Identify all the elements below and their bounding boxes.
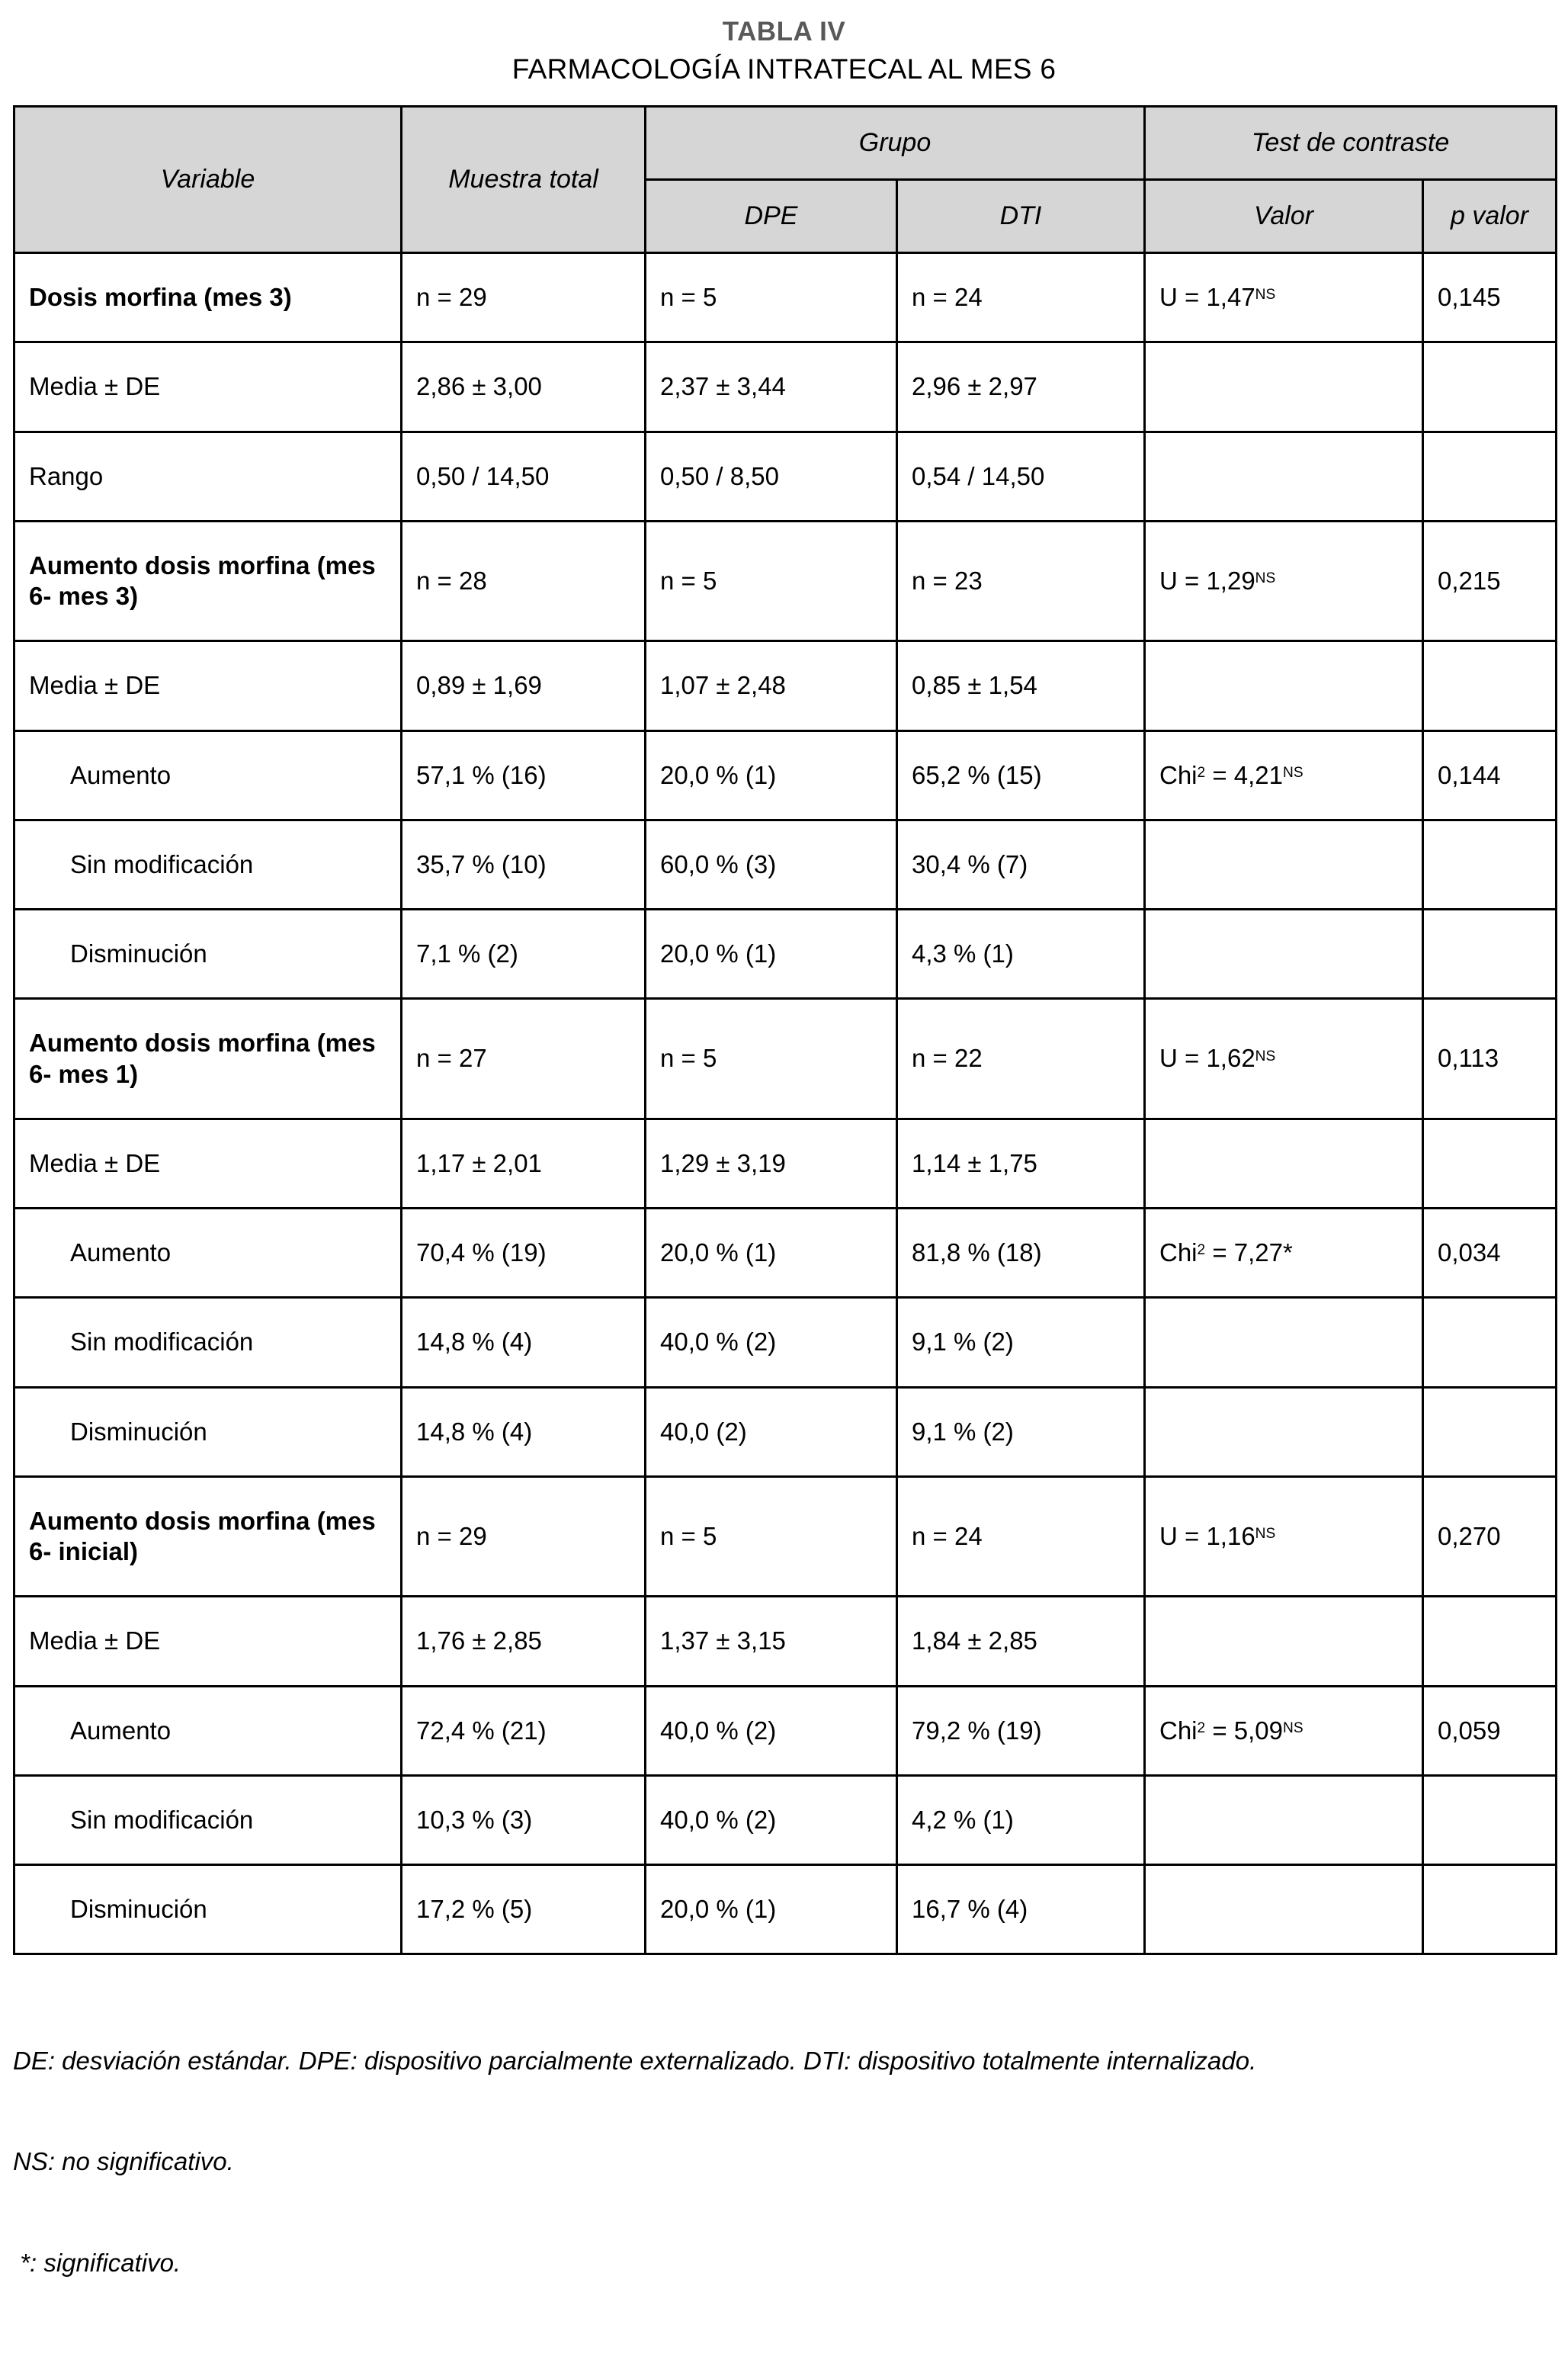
header-dti: DTI bbox=[897, 180, 1145, 253]
row-label: Aumento dosis morfina (mes 6- inicial) bbox=[14, 1476, 402, 1597]
table-row bbox=[14, 1387, 1557, 1476]
dpe-cell: 40,0 (2) bbox=[646, 1387, 897, 1476]
muestra-cell: 7,1 % (2) bbox=[402, 910, 646, 999]
dti-cell: 1,14 ± 1,75 bbox=[897, 1119, 1145, 1208]
muestra-cell: n = 28 bbox=[402, 521, 646, 641]
row-label: Disminución bbox=[14, 1865, 402, 1954]
table-row bbox=[14, 1209, 1557, 1298]
valor-cell: Chi$^2$ = 7,27* bbox=[1145, 1209, 1423, 1298]
header-muestra-total: Muestra total bbox=[402, 107, 646, 253]
row-label: Sin modificación bbox=[14, 1298, 402, 1387]
table-row bbox=[14, 1298, 1557, 1387]
dpe-cell: n = 5 bbox=[646, 999, 897, 1119]
dti-cell: 4,3 % (1) bbox=[897, 910, 1145, 999]
pvalor-cell bbox=[1423, 1597, 1557, 1686]
dpe-cell: 2,37 ± 3,44 bbox=[646, 342, 897, 432]
dpe-cell: 40,0 % (2) bbox=[646, 1775, 897, 1864]
dpe-cell: n = 5 bbox=[646, 521, 897, 641]
header-p-valor: p valor bbox=[1423, 180, 1557, 253]
row-label: Aumento dosis morfina (mes 6- mes 3) bbox=[14, 521, 402, 641]
table-row bbox=[14, 999, 1557, 1119]
pvalor-cell bbox=[1423, 432, 1557, 521]
table-row bbox=[14, 1865, 1557, 1954]
header-grupo: Grupo bbox=[646, 107, 1145, 180]
valor-cell bbox=[1145, 1119, 1423, 1208]
valor-cell bbox=[1145, 1298, 1423, 1387]
row-label: Media ± DE bbox=[14, 641, 402, 730]
pharmacology-table bbox=[13, 105, 1557, 1955]
row-label: Aumento dosis morfina (mes 6- mes 1) bbox=[14, 999, 402, 1119]
dpe-cell: 20,0 % (1) bbox=[646, 910, 897, 999]
muestra-cell: 1,76 ± 2,85 bbox=[402, 1597, 646, 1686]
table-row bbox=[14, 342, 1557, 432]
table-row bbox=[14, 1476, 1557, 1597]
dti-cell: 4,2 % (1) bbox=[897, 1775, 1145, 1864]
row-label: Media ± DE bbox=[14, 342, 402, 432]
footnotes bbox=[13, 1976, 1555, 2347]
table-row bbox=[14, 253, 1557, 342]
valor-cell bbox=[1145, 1387, 1423, 1476]
valor-cell: $U = 1,29^{NS}$ bbox=[1145, 521, 1423, 641]
dpe-cell: 1,37 ± 3,15 bbox=[646, 1597, 897, 1686]
dpe-cell: n = 5 bbox=[646, 253, 897, 342]
valor-cell: $Chi^2 = 4,21^{NS}$ bbox=[1145, 730, 1423, 820]
table-row bbox=[14, 1686, 1557, 1775]
header-row-top bbox=[14, 107, 1557, 180]
valor-cell bbox=[1145, 641, 1423, 730]
dti-cell: n = 23 bbox=[897, 521, 1145, 641]
valor-cell: $U = 1,62^{NS}$ bbox=[1145, 999, 1423, 1119]
table-row bbox=[14, 521, 1557, 641]
pvalor-cell bbox=[1423, 1775, 1557, 1864]
muestra-cell: 0,50 / 14,50 bbox=[402, 432, 646, 521]
pvalor-cell bbox=[1423, 1387, 1557, 1476]
table-header bbox=[14, 107, 1557, 253]
footnote-line: *: significativo. bbox=[13, 2249, 181, 2277]
muestra-cell: 72,4 % (21) bbox=[402, 1686, 646, 1775]
dpe-cell: 40,0 % (2) bbox=[646, 1686, 897, 1775]
valor-cell bbox=[1145, 1865, 1423, 1954]
muestra-cell: 10,3 % (3) bbox=[402, 1775, 646, 1864]
pvalor-cell: 0,270 bbox=[1423, 1476, 1557, 1597]
header-valor: Valor bbox=[1145, 180, 1423, 253]
pvalor-cell: 0,145 bbox=[1423, 253, 1557, 342]
muestra-cell: 35,7 % (10) bbox=[402, 820, 646, 909]
dpe-cell: 20,0 % (1) bbox=[646, 1865, 897, 1954]
table-row bbox=[14, 730, 1557, 820]
row-label: Sin modificación bbox=[14, 820, 402, 909]
dti-cell: 16,7 % (4) bbox=[897, 1865, 1145, 1954]
pvalor-cell: 0,144 bbox=[1423, 730, 1557, 820]
footnote-line: DE: desviación estándar. DPE: dispositivo parcialmente externalizado. DTI: dispositivo totalmente internalizado. bbox=[13, 2046, 1257, 2075]
dpe-cell: n = 5 bbox=[646, 1476, 897, 1597]
valor-cell bbox=[1145, 432, 1423, 521]
muestra-cell: 0,89 ± 1,69 bbox=[402, 641, 646, 730]
muestra-cell: 14,8 % (4) bbox=[402, 1387, 646, 1476]
row-label: Aumento bbox=[14, 1209, 402, 1298]
dti-cell: 0,54 / 14,50 bbox=[897, 432, 1145, 521]
dti-cell: 65,2 % (15) bbox=[897, 730, 1145, 820]
row-label: Media ± DE bbox=[14, 1597, 402, 1686]
table-row bbox=[14, 1119, 1557, 1208]
dpe-cell: 20,0 % (1) bbox=[646, 1209, 897, 1298]
table-row bbox=[14, 1597, 1557, 1686]
muestra-cell: 70,4 % (19) bbox=[402, 1209, 646, 1298]
page-subtitle: FARMACOLOGÍA INTRATECAL AL MES 6 bbox=[511, 53, 1057, 85]
title-block bbox=[13, 17, 1555, 85]
table-row bbox=[14, 1775, 1557, 1864]
pvalor-cell: 0,059 bbox=[1423, 1686, 1557, 1775]
pvalor-cell bbox=[1423, 1119, 1557, 1208]
dti-cell: 81,8 % (18) bbox=[897, 1209, 1145, 1298]
muestra-cell: n = 29 bbox=[402, 253, 646, 342]
table-row bbox=[14, 910, 1557, 999]
pvalor-cell: 0,215 bbox=[1423, 521, 1557, 641]
dpe-cell: 60,0 % (3) bbox=[646, 820, 897, 909]
dti-cell: 9,1 % (2) bbox=[897, 1387, 1145, 1476]
muestra-cell: 14,8 % (4) bbox=[402, 1298, 646, 1387]
valor-cell bbox=[1145, 342, 1423, 432]
muestra-cell: 57,1 % (16) bbox=[402, 730, 646, 820]
valor-cell: $U = 1,16^{NS}$ bbox=[1145, 1476, 1423, 1597]
row-label: Disminución bbox=[14, 1387, 402, 1476]
valor-cell: $U = 1,47^{NS}$ bbox=[1145, 253, 1423, 342]
table-row bbox=[14, 641, 1557, 730]
pvalor-cell bbox=[1423, 641, 1557, 730]
dti-cell: 9,1 % (2) bbox=[897, 1298, 1145, 1387]
row-label: Sin modificación bbox=[14, 1775, 402, 1864]
dti-cell: 0,85 ± 1,54 bbox=[897, 641, 1145, 730]
valor-cell bbox=[1145, 1597, 1423, 1686]
pvalor-cell bbox=[1423, 820, 1557, 909]
pvalor-cell bbox=[1423, 1298, 1557, 1387]
footnote-line: NS: no significativo. bbox=[13, 2147, 234, 2176]
dti-cell: 30,4 % (7) bbox=[897, 820, 1145, 909]
row-label: Media ± DE bbox=[14, 1119, 402, 1208]
table-row bbox=[14, 820, 1557, 909]
dti-cell: 2,96 ± 2,97 bbox=[897, 342, 1145, 432]
row-label: Rango bbox=[14, 432, 402, 521]
valor-cell bbox=[1145, 910, 1423, 999]
dti-cell: n = 22 bbox=[897, 999, 1145, 1119]
dpe-cell: 1,29 ± 3,19 bbox=[646, 1119, 897, 1208]
row-label: Disminución bbox=[14, 910, 402, 999]
muestra-cell: 2,86 ± 3,00 bbox=[402, 342, 646, 432]
dpe-cell: 0,50 / 8,50 bbox=[646, 432, 897, 521]
muestra-cell: n = 29 bbox=[402, 1476, 646, 1597]
header-dpe: DPE bbox=[646, 180, 897, 253]
page-title: TABLA IV bbox=[722, 17, 846, 47]
dpe-cell: 40,0 % (2) bbox=[646, 1298, 897, 1387]
dti-cell: 1,84 ± 2,85 bbox=[897, 1597, 1145, 1686]
row-label: Dosis morfina (mes 3) bbox=[14, 253, 402, 342]
muestra-cell: 1,17 ± 2,01 bbox=[402, 1119, 646, 1208]
pvalor-cell bbox=[1423, 1865, 1557, 1954]
pvalor-cell: 0,034 bbox=[1423, 1209, 1557, 1298]
row-label: Aumento bbox=[14, 730, 402, 820]
table-row bbox=[14, 432, 1557, 521]
pvalor-cell bbox=[1423, 910, 1557, 999]
header-test-contraste: Test de contraste bbox=[1145, 107, 1557, 180]
dti-cell: n = 24 bbox=[897, 253, 1145, 342]
dti-cell: 79,2 % (19) bbox=[897, 1686, 1145, 1775]
table-body bbox=[14, 253, 1557, 1954]
valor-cell bbox=[1145, 1775, 1423, 1864]
pvalor-cell: 0,113 bbox=[1423, 999, 1557, 1119]
dti-cell: n = 24 bbox=[897, 1476, 1145, 1597]
pvalor-cell bbox=[1423, 342, 1557, 432]
valor-cell bbox=[1145, 820, 1423, 909]
muestra-cell: 17,2 % (5) bbox=[402, 1865, 646, 1954]
muestra-cell: n = 27 bbox=[402, 999, 646, 1119]
dpe-cell: 1,07 ± 2,48 bbox=[646, 641, 897, 730]
row-label: Aumento bbox=[14, 1686, 402, 1775]
header-variable: Variable bbox=[14, 107, 402, 253]
dpe-cell: 20,0 % (1) bbox=[646, 730, 897, 820]
valor-cell: $Chi^2 = 5,09^{NS}$ bbox=[1145, 1686, 1423, 1775]
